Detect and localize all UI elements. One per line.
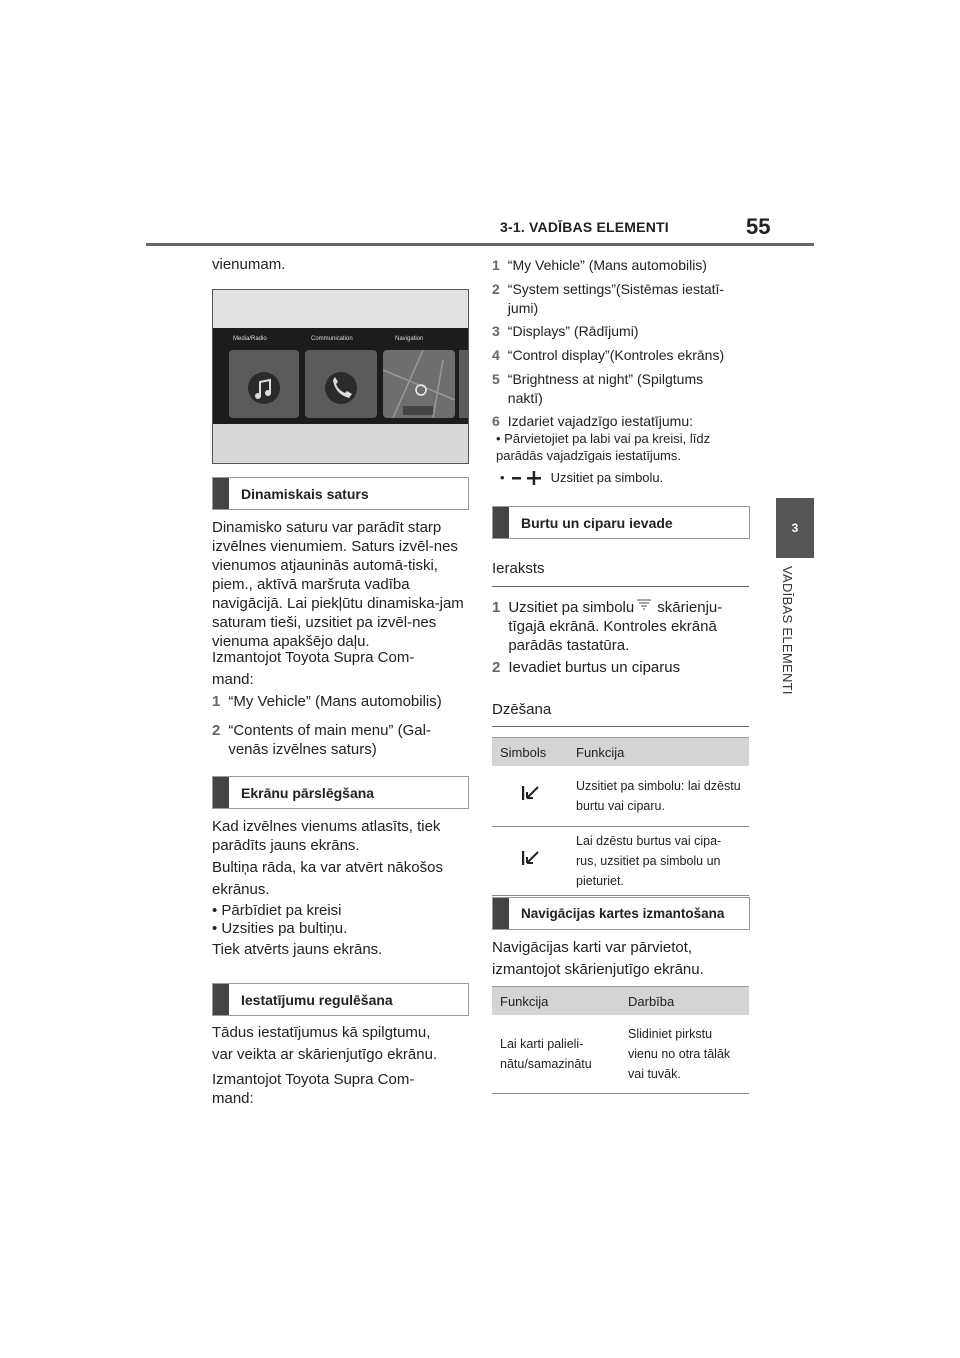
switch-p1: Kad izvēlnes vienums atlasīts, tiek parādīts jauns ekrāns. (212, 818, 441, 854)
switch-p2b: ekrānus. (212, 881, 270, 898)
keyboard-icon (635, 598, 653, 612)
navigation-tile (383, 350, 455, 418)
delete-backspace-icon (519, 784, 541, 802)
nav-action-1: Slidiniet pirkstu vienu no otra tālāk vai tuvāk. (620, 1015, 749, 1094)
subheading-delete: Dzēšana (492, 701, 749, 727)
right-step-4: 4 “Control display”(Kontroles ekrāns) (492, 347, 725, 363)
right-step-3: 3 “Displays” (Rādījumi) (492, 323, 639, 339)
right-step-6: 6 Izdariet vajadzīgo iestatījumu: (492, 413, 694, 429)
switch-p3: Tiek atvērts jauns ekrāns. (212, 941, 383, 958)
table-row (492, 827, 749, 896)
tile-label-communication: Communication (311, 336, 353, 342)
nav-func-1: Lai karti palieli-nātu/samazinātu (492, 1015, 620, 1094)
section-title: Burtu un ciparu ievade (521, 514, 673, 531)
right-bullet-symbol: • Uzsitiet pa simbolu. (500, 470, 664, 485)
col-function: Funkcija (492, 987, 620, 1016)
right-step-1: 1 “My Vehicle” (Mans automobilis) (492, 257, 707, 273)
delete-func-1: Uzsitiet pa simbolu: lai dzēstu burtu vai ciparu. (568, 766, 749, 827)
phone-icon (305, 350, 377, 418)
nav-p1: Navigācijas karti var pārvietot, (492, 939, 693, 956)
music-icon (229, 350, 299, 418)
section-title: Dinamiskais saturs (241, 485, 369, 502)
section-screen-switch (212, 776, 469, 809)
screen-illustration (212, 289, 469, 464)
chapter-tab: 3 (776, 498, 814, 558)
switch-bullet-1: • Pārbīdiet pa kreisi (212, 902, 342, 919)
right-step-5: 5 “Brightness at night” (Spilgtums naktī) (492, 371, 704, 406)
col-symbol: Simbols (492, 738, 568, 767)
switch-p2a: Bultiņa rāda, ka var atvērt nākošos (212, 859, 443, 876)
nav-table (492, 986, 749, 1094)
settings-p2: var veikta ar skārienjutīgo ekrānu. (212, 1046, 438, 1063)
section-settings-adjust (212, 983, 469, 1016)
right-step-2: 2 “System settings”(Sistēmas iestatī-jumi) (492, 281, 725, 316)
delete-table (492, 737, 749, 896)
map-icon (383, 350, 455, 418)
right-bullet-move: • Pārvietojiet pa labi vai pa kreisi, līdz parādās vajadzīgais iestatījums. (496, 431, 711, 463)
dynamic-step-2: 2 “Contents of main menu” (Gal-venās izvēlnes saturs) (212, 722, 431, 758)
communication-tile (305, 350, 377, 418)
col-action: Darbība (620, 987, 749, 1016)
nav-p2: izmantojot skārienjutīgo ekrānu. (492, 961, 704, 978)
section-text-input (492, 506, 750, 539)
screen-menu-band (213, 328, 468, 424)
minus-plus-icon (511, 470, 545, 486)
input-step-1: 1 Uzsitiet pa simbolu skārienju- tīgajā ekrānā. Kontroles ekrānā parādās tastatūra. (492, 599, 723, 654)
header-rule (146, 243, 814, 246)
using-line-2: mand: (212, 671, 254, 688)
subheading-entry: Ieraksts (492, 560, 749, 587)
section-nav-map (492, 897, 750, 930)
section-title: Navigācijas kartes izmantošana (521, 906, 725, 921)
using-line-1: Izmantojot Toyota Supra Com- (212, 649, 415, 666)
page-number: 55 (746, 214, 771, 239)
settings-p3: Izmantojot Toyota Supra Com-mand: (212, 1071, 415, 1107)
delete-func-2: Lai dzēstu burtus vai cipa-rus, uzsitiet pa simbolu un pieturiet. (568, 827, 749, 896)
settings-p1: Tādus iestatījumus kā spilgtumu, (212, 1024, 431, 1041)
delete-backspace-icon (519, 849, 541, 867)
switch-bullet-2: • Uzsities pa bultiņu. (212, 920, 348, 937)
table-row (492, 766, 749, 827)
section-dynamic-content (212, 477, 469, 510)
input-step-2: 2 Ievadiet burtus un ciparus (492, 659, 681, 676)
intro-text: vienumam. (212, 256, 286, 273)
section-header: 3-1. VADĪBAS ELEMENTI (500, 219, 669, 235)
media-tile (229, 350, 299, 418)
tile-label-navigation: Navigation (395, 336, 424, 342)
section-title: Iestatījumu regulēšana (241, 991, 393, 1008)
dynamic-step-1: 1 “My Vehicle” (Mans automobilis) (212, 693, 442, 710)
table-row (492, 1015, 749, 1094)
chapter-label: VADĪBAS ELEMENTI (780, 566, 795, 695)
section-title: Ekrānu pārslēgšana (241, 784, 375, 801)
tile-label-media: Media/Radio (233, 336, 267, 342)
col-function: Funkcija (568, 738, 749, 767)
dynamic-body: Dinamisko saturu var parādīt starp izvēlnes vienumiem. Saturs izvēl-nes vienumos atjauninās automā-tiski, piem., aktīvā maršruta vadība navigācijā. Lai piekļūtu dinamiska-jam saturam tieši, uzsitiet pa izvēl-nes vienuma apakšējo daļu. (212, 519, 464, 650)
